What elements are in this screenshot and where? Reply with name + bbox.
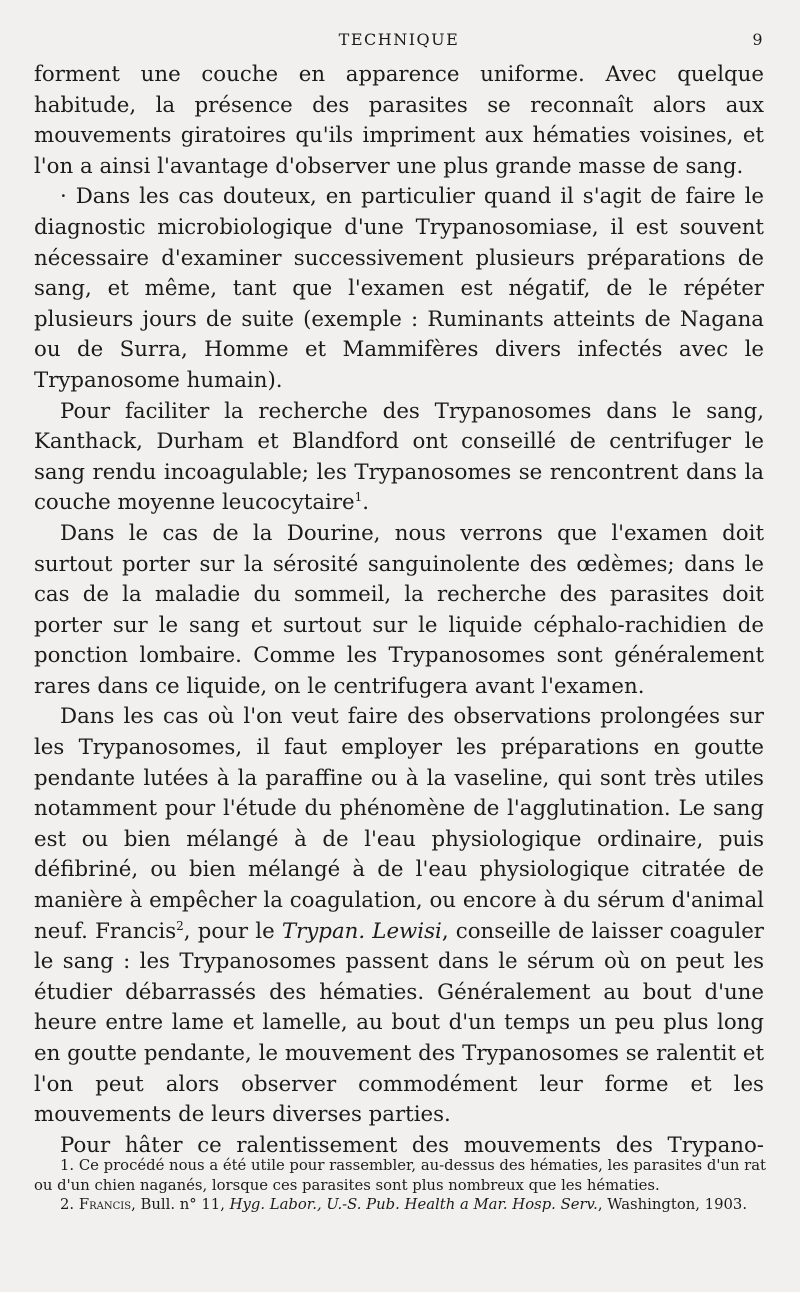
paragraph-hanging-drop-c: , conseille de laisser coaguler le sang : les Trypanosomes passent dans le sérum où on peut les étudier débarrassés des hématies. Généralement au bout d'une heure entre lame et lamelle, au bout d'un temps un peu plus long en goutte pendante, le mouvement des Trypanosomes se ralentit et l'on peut alors observer commodément leur forme et les mouvements de leurs diverses parties. — [34, 918, 764, 1128]
running-title: TECHNIQUE — [338, 30, 460, 49]
species-name: Trypan. Lewisi — [281, 918, 442, 944]
paragraph-dourine: Dans le cas de la Dourine, nous verrons que l'examen doit surtout porter sur la sérosité sanguinolente des œdèmes; dans le cas de la maladie du sommeil, la recherche des parasites doit porter sur le sang et surtout sur le liquide céphalo-rachidien de ponction lombaire. Comme les Trypanosomes sont généralement rares dans ce liquide, on le centrifugera avant l'examen. — [34, 520, 764, 699]
footnote-1: 1. Ce procédé nous a été utile pour rassembler, au-dessus des hématies, les parasites d'un rat ou d'un chien naganés, lorsque ces parasites sont plus nombreux que les hématies. — [34, 1157, 766, 1194]
footnote-2-author: Francis — [78, 1196, 132, 1214]
paragraph-centrifuge — [34, 397, 764, 519]
paragraph-centrifuge-text: Pour faciliter la recherche des Trypanosomes dans le sang, Kanthack, Durham et Blandford ont conseillé de centrifuger le sang rendu incoagulable; les Trypanosomes se rencontrent dans la couche moyenne leucocytaire — [34, 398, 764, 516]
paragraph-continued: forment une couche en apparence uniforme. Avec quelque habitude, la présence des parasites se reconnaît alors aux mouvements giratoires qu'ils impriment aux hématies voisines, et l'on a ainsi l'avantage d'observer une plus grande masse de sang. — [34, 62, 764, 179]
paragraph-hanging-drop-a: Dans les cas où l'on veut faire des observations prolongées sur les Trypanosomes, il faut employer les préparations en goutte pendante lutées à la paraffine ou à la vaseline, qui sont très utiles notamment pour l'étude du phénomène de l'agglutination. Le sang est ou bien mélangé à de l'eau physiologique ordinaire, puis défibriné, ou bien mélangé à de l'eau physiologique citratée de manière à empêcher la coagulation, ou encore à du sérum d'animal neuf. Francis — [34, 704, 764, 944]
footnote-2-a: , Bull. n° 11, — [131, 1196, 230, 1214]
paragraph-centrifuge-end: . — [362, 490, 370, 516]
footnote-ref-2: 2 — [176, 918, 184, 933]
paragraph-slowing: Pour hâter ce ralentissement des mouvements des Trypano- — [60, 1132, 764, 1158]
footnote-2-journal: Hyg. Labor., U.-S. Pub. Health a Mar. Hosp. Serv. — [229, 1196, 598, 1214]
footnotes — [34, 1156, 766, 1215]
footnote-2 — [34, 1195, 766, 1215]
paragraph-doubtful-cases: · Dans les cas douteux, en particulier quand il s'agit de faire le diagnostic microbiologique d'une Trypanosomiase, il est souvent nécessaire d'examiner successivement plusieurs préparations de sang, et même, tant que l'examen est négatif, de le répéter plusieurs jours de suite (exemple : Ruminants atteints de Nagana ou de Surra, Homme et Mammifères divers infectés avec le Trypanosome humain). — [34, 184, 764, 393]
running-header — [34, 30, 764, 56]
footnote-ref-1: 1 — [354, 490, 363, 505]
paragraph-hanging-drop-b: , pour le — [183, 918, 282, 944]
footnote-2-number: 2. — [60, 1196, 79, 1214]
page-number: 9 — [752, 30, 764, 49]
body-text — [34, 60, 764, 1161]
paragraph-hanging-drop — [34, 702, 764, 1130]
footnote-2-b: , Washington, 1903. — [597, 1196, 748, 1214]
